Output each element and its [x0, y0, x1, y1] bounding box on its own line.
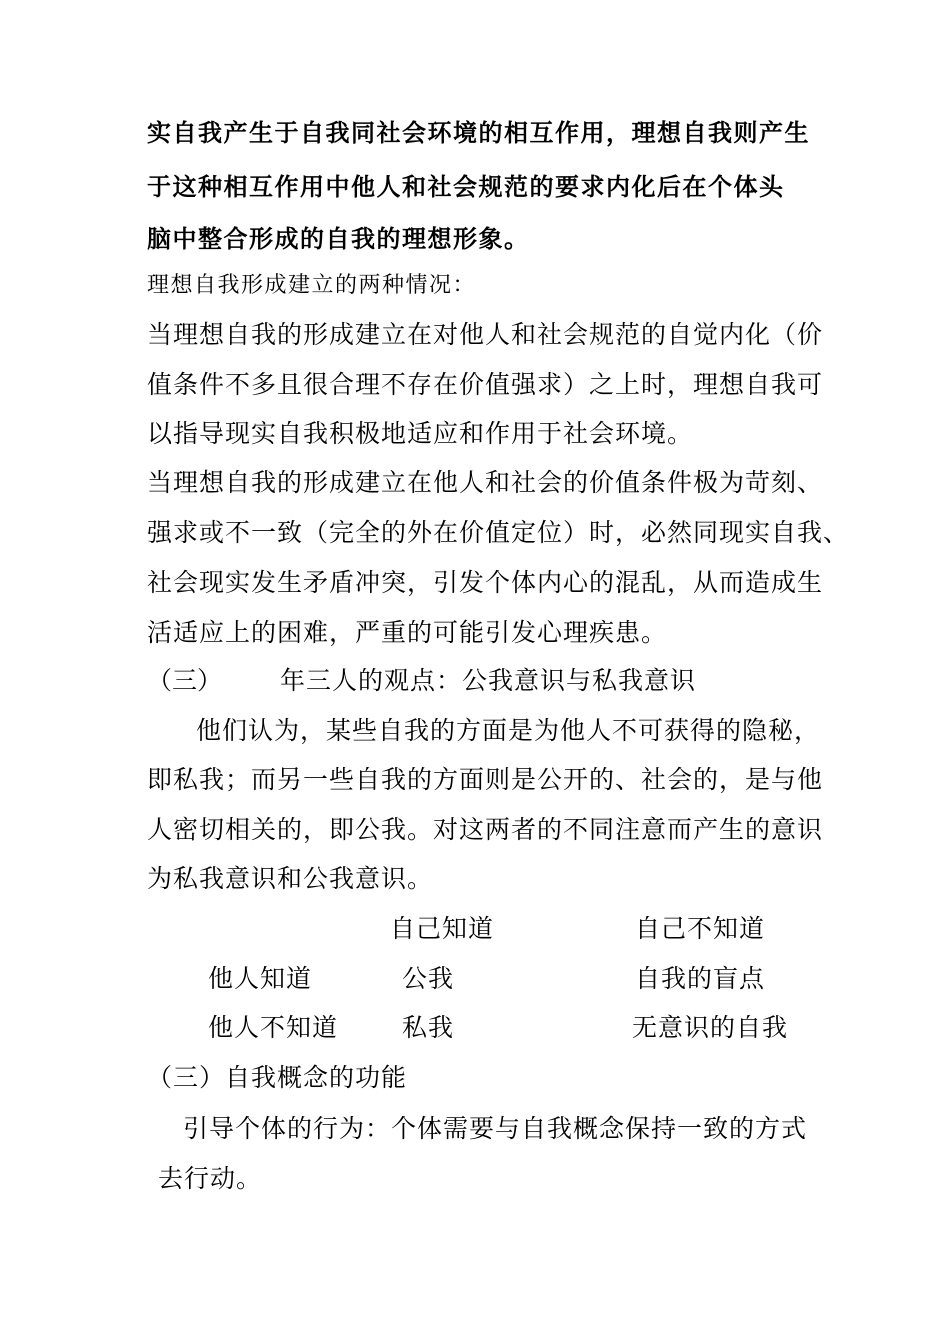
matrix-row-label: 他人知道	[208, 964, 313, 993]
section-number: （三）	[147, 666, 223, 695]
paragraph-line: 活适应上的困难，严重的可能引发心理疾患。	[147, 618, 668, 647]
paragraph-line: 为私我意识和公我意识。	[147, 864, 434, 893]
matrix-row-label: 他人不知道	[208, 1013, 339, 1042]
matrix-col-header: 自己知道	[390, 914, 495, 943]
matrix-cell: 无意识的自我	[632, 1013, 789, 1042]
paragraph-line: 实自我产生于自我同社会环境的相互作用，理想自我则产生	[147, 119, 810, 147]
paragraph-line: 脑中整合形成的自我的理想形象。	[147, 225, 530, 253]
paragraph-line: 当理想自我的形成建立在他人和社会的价值条件极为苛刻、	[147, 468, 824, 497]
paragraph-line: 即私我；而另一些自我的方面则是公开的、社会的，是与他	[147, 765, 824, 794]
matrix-cell: 自我的盲点	[635, 964, 766, 993]
paragraph-line: 当理想自我的形成建立在对他人和社会规范的自觉内化（价	[147, 320, 824, 349]
paragraph-line: 社会现实发生矛盾冲突，引发个体内心的混乱，从而造成生	[147, 568, 824, 597]
paragraph-line: 以指导现实自我积极地适应和作用于社会环境。	[147, 419, 694, 448]
paragraph-line: 强求或不一致（完全的外在价值定位）时，必然同现实自我、	[147, 518, 850, 547]
matrix-cell: 公我	[402, 964, 455, 993]
matrix-col-header: 自己不知道	[635, 914, 766, 943]
section-title: （三）自我概念的功能	[147, 1063, 408, 1092]
paragraph-line: 引导个体的行为：个体需要与自我概念保持一致的方式	[183, 1114, 808, 1143]
subheading: 理想自我形成建立的两种情况：	[147, 273, 477, 298]
paragraph-line: 人密切相关的，即公我。对这两者的不同注意而产生的意识	[147, 815, 824, 844]
paragraph-line: 他们认为，某些自我的方面是为他人不可获得的隐秘，	[196, 716, 821, 745]
section-title: 年三人的观点：公我意识与私我意识	[280, 666, 697, 695]
paragraph-line: 去行动。	[158, 1164, 263, 1193]
paragraph-line: 值条件不多且很合理不存在价值强求）之上时，理想自我可	[147, 370, 824, 399]
paragraph-line: 于这种相互作用中他人和社会规范的要求内化后在个体头	[147, 173, 785, 201]
matrix-cell: 私我	[402, 1013, 455, 1042]
